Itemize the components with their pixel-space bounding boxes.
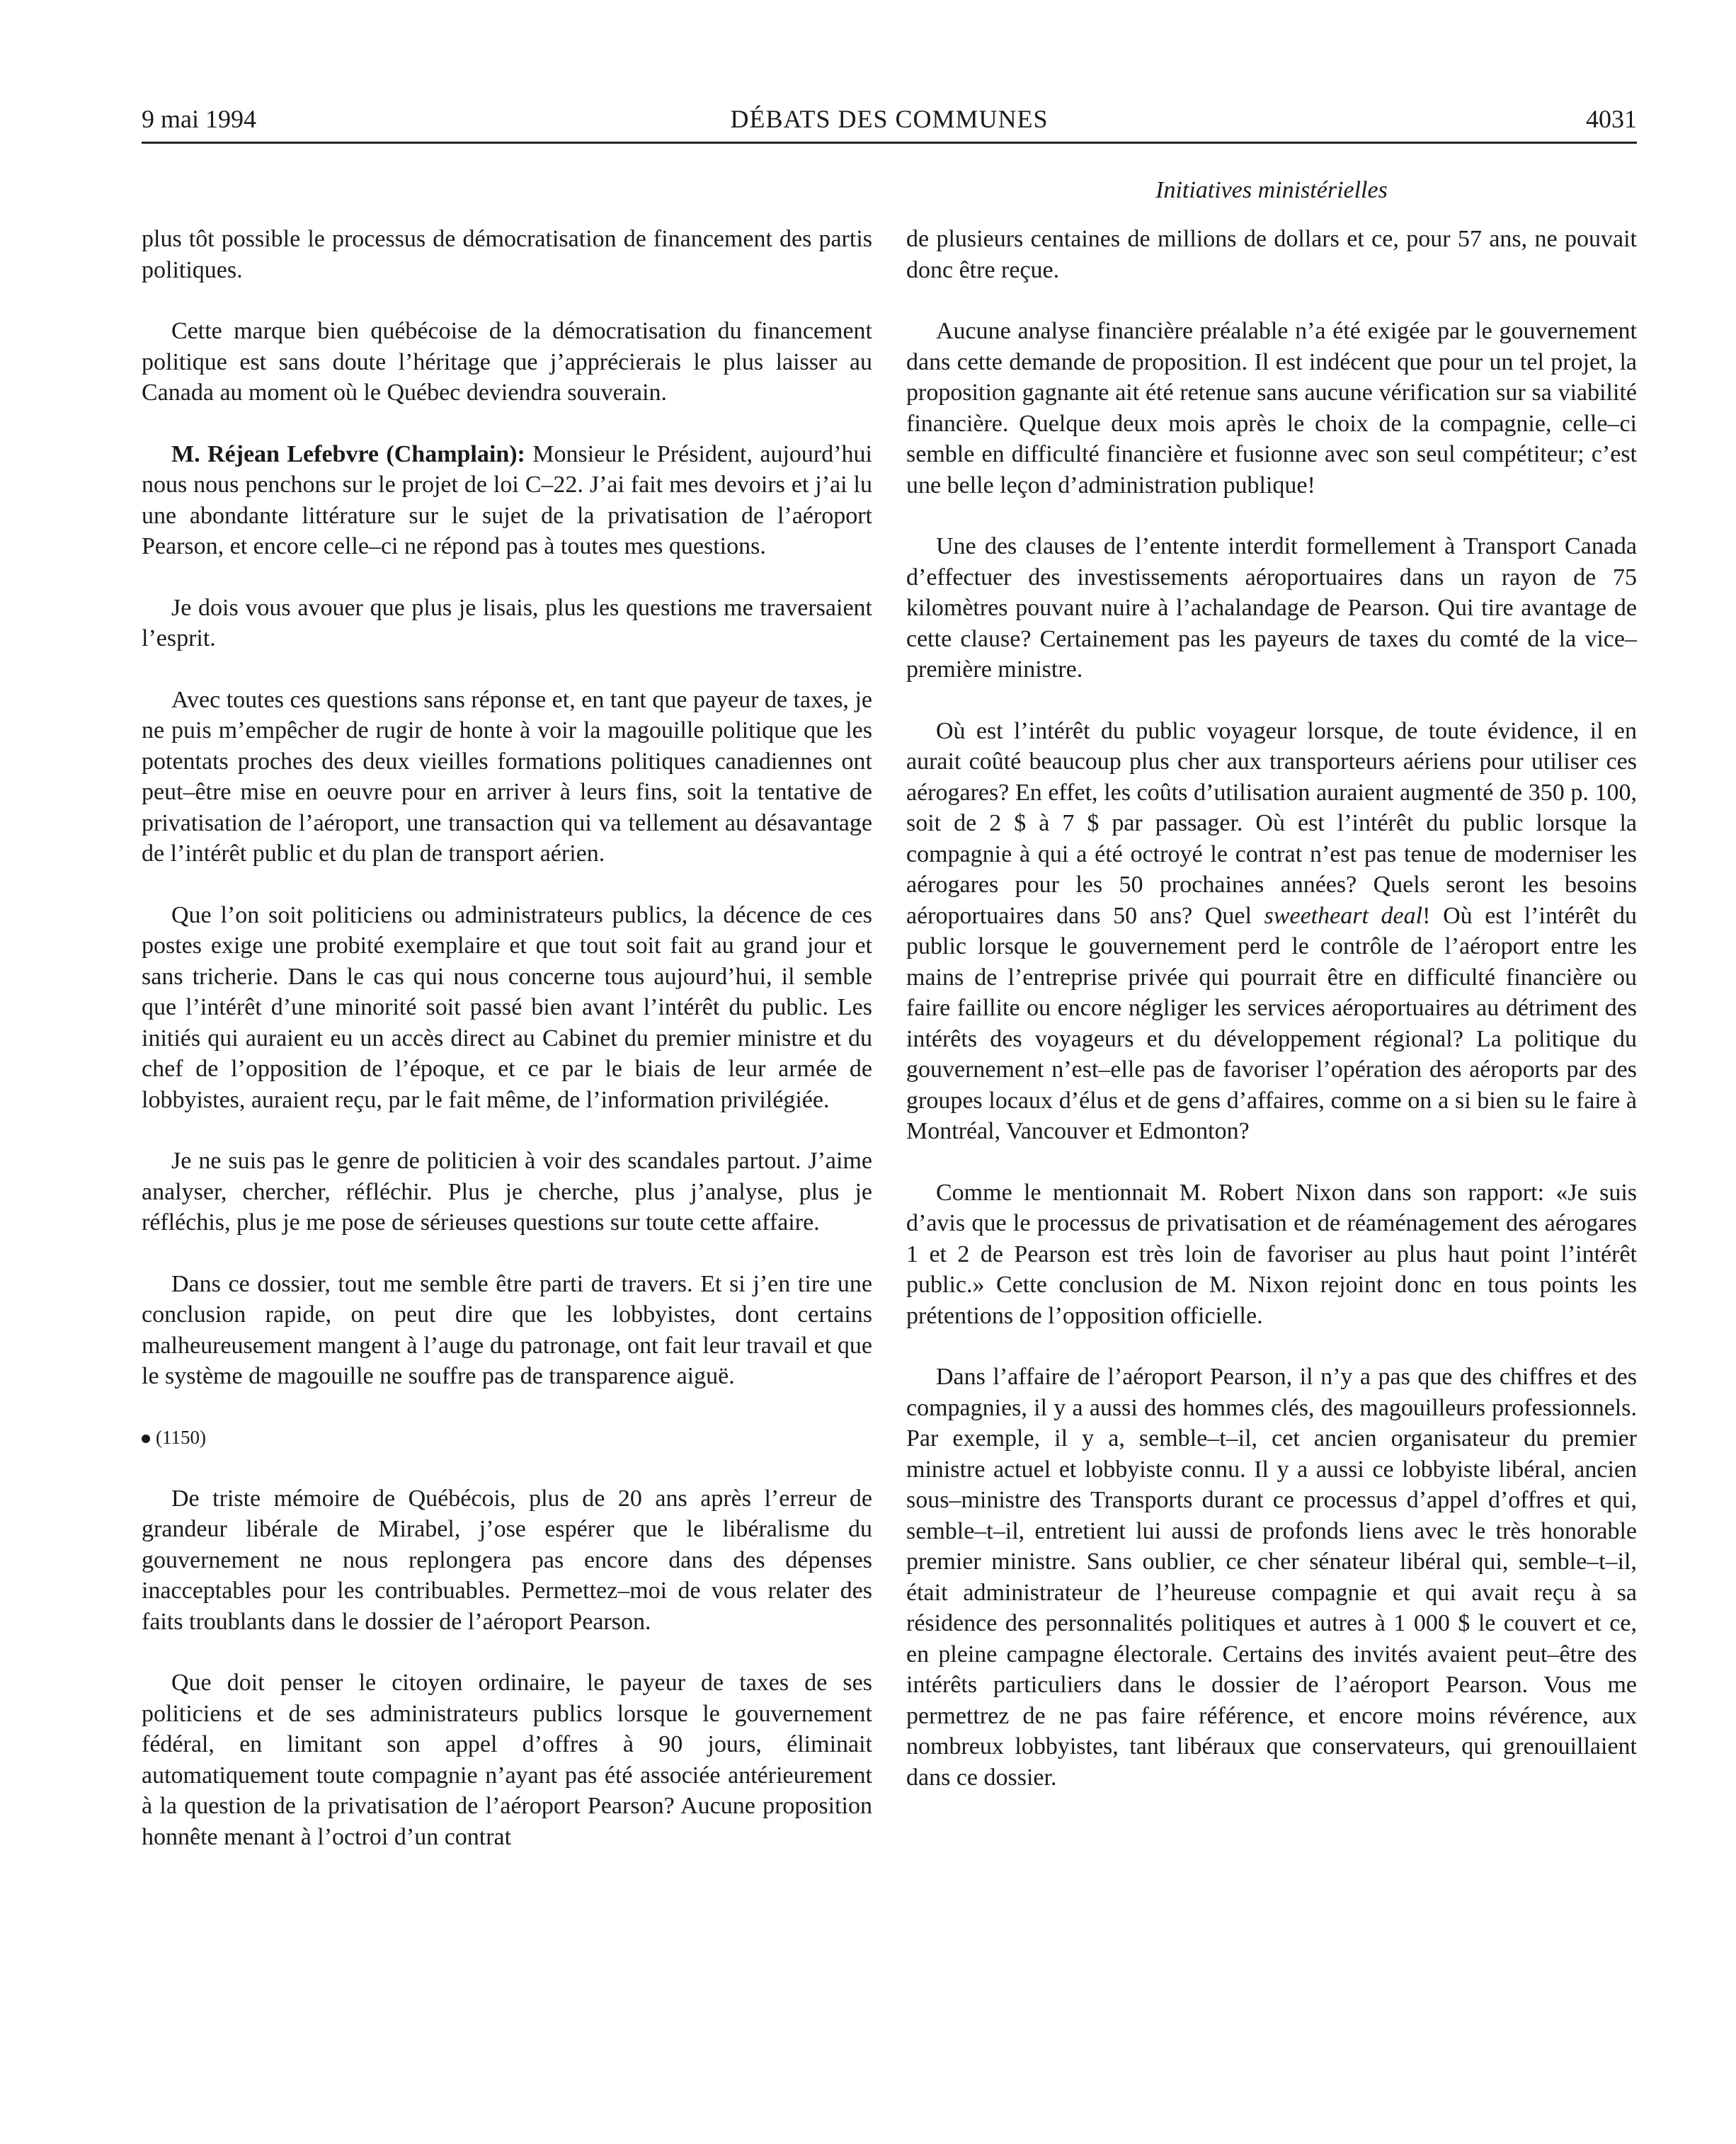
text-run: ! Où est l’intérêt du public lorsque le gouvernement perd le contrôle de l’aéroport entre les mains de l’entreprise privée qui pourrait être en difficulté financière ou faire faillite ou encore négliger les services aéroportuaires au détriment des intérêts des voyageurs et du développement régional? La politique du gouvernement n’est–elle pas de favoriser l’opération des aéroports par des groupes locaux d’élus et de gens d’affaires, comme on a si bien su le faire à Montréal, Vancouver et Edmonton? [906,902,1638,1144]
paragraph [906,716,1637,1147]
speaker-text: Monsieur le Président, aujourd’hui nous nous penchons sur le projet de loi C–22. J’ai fait mes devoirs et j’ai lu une abondante littérature sur le sujet de la privatisation de l’aéroport Pearson, et encore celle–ci ne répond pas à toutes mes questions. [142,440,872,559]
paragraph: Je ne suis pas le genre de politicien à voir des scandales partout. J’aime analyser, chercher, réfléchir. Plus je cherche, plus j’analyse, plus je réfléchis, plus je me pose de sérieuses questions sur toute cette affaire. [142,1148,872,1236]
header-date: 9 mai 1994 [142,105,256,133]
section-title: Initiatives ministérielles [1155,177,1388,203]
time-marker-text: (1150) [156,1426,206,1448]
speaker-name: M. Réjean Lefebvre (Champlain): [171,440,525,467]
paragraph: Une des clauses de l’entente interdit formellement à Transport Canada d’effectuer des investissements aéroportuaires dans un rayon de 75 kilomètres pouvant nuire à l’achalandage de Pearson. Qui tire avantage de cette clause? Certainement pas les payeurs de taxes du comté de la vice–première ministre. [906,533,1637,683]
paragraph: Aucune analyse financière préalable n’a été exigée par le gouvernement dans cette demande de proposition. Il est indécent que pour un tel projet, la proposition gagnante ait été retenue sans aucune vérification sur sa viabilité financière. Quelque deux mois après le choix de la compagnie, celle–ci semble en difficulté financière et fusionne avec son seul compétiteur; c’est une belle leçon d’administration publique! [906,318,1637,498]
header-rule [142,142,1637,144]
italic-phrase: sweetheart deal [1264,902,1423,929]
header-title: DÉBATS DES COMMUNES [730,105,1049,133]
paragraph: Comme le mentionnait M. Robert Nixon dans son rapport: «Je suis d’avis que le processus de privatisation et de réaménagement des aérogares 1 et 2 de Pearson est très loin de favoriser au plus haut point l’intérêt public.» Cette conclusion de M. Nixon rejoint donc en tous points les prétentions de l’opposition officielle. [906,1179,1637,1329]
paragraph: Que l’on soit politiciens ou administrateurs publics, la décence de ces postes exige une probité exemplaire et que tout soit fait au grand jour et sans tricherie. Dans le cas qui nous concerne tous aujourd’hui, il semble que l’intérêt d’une minorité soit passé bien avant l’intérêt du public. Les initiés qui auraient eu un accès direct au Cabinet du premier ministre et du chef de l’opposition de l’époque, et ce par le biais de leur armée de lobbyistes, auraient reçu, par le fait même, de l’information privilégiée. [142,901,872,1113]
paragraph: De triste mémoire de Québécois, plus de 20 ans après l’erreur de grandeur libérale de Mirabel, j’ose espérer que le libéralisme du gouvernement ne nous replongera pas encore dans des dépenses inacceptables pour les contribuables. Permettez–moi de vous relater des faits troublants dans le dossier de l’aéroport Pearson. [142,1485,872,1635]
paragraph: Dans l’affaire de l’aéroport Pearson, il n’y a pas que des chiffres et des compagnies, il y a aussi des hommes clés, des magouilleurs professionnels. Par exemple, il y a, semble–t–il, cet ancien organisateur du premier ministre actuel et lobbyiste connu. Il y a aussi ce lobbyiste libéral, ancien sous–ministre des Transports durant ce processus d’appel d’offres et qui, semble–t–il, entretient lui aussi de profonds liens avec le très honorable premier ministre. Sans oublier, ce cher sénateur libéral qui, semble–t–il, était administrateur de l’heureuse compagnie et qui avait reçu à sa résidence des personnalités politiques et autres à 1 000 $ le couvert et ce, en pleine campagne électorale. Certains des invités avaient peut–être des intérêts particuliers dans le dossier de l’aéroport Pearson. Vous me permettrez de ne pas faire référence, et encore moins révérence, aux nombreux lobbyistes, tant libéraux que conservateurs, qui grenouillaient dans ce dossier. [906,1364,1637,1791]
bullet-icon [142,1435,150,1443]
paragraph: plus tôt possible le processus de démocratisation de financement des partis politiques. [142,226,872,283]
page-header [142,96,1637,142]
paragraph: de plusieurs centaines de millions de dollars et ce, pour 57 ans, ne pouvait donc être reçue. [906,226,1637,283]
text-run: Où est l’intérêt du public voyageur lorsque, de toute évidence, il en aurait coûté beaucoup plus cher aux transporteurs aériens pour utiliser ces aérogares? En effet, les coûts d’utilisation auraient augmenté de 350 p. 100, soit de 2 $ à 7 $ par passager. Où est l’intérêt du public lorsque la compagnie à qui a été octroyé le contrat n’est pas tenue de moderniser les aérogares pour les 50 prochaines années? Quels seront les besoins aéroportuaires dans 50 ans? Quel [906,717,1637,929]
left-column [142,224,872,1883]
right-column [906,224,1637,1823]
paragraph: Cette marque bien québécoise de la démocratisation du financement politique est sans doute l’héritage que j’apprécierais le plus laisser au Canada au moment où le Québec deviendra souverain. [142,318,872,406]
paragraph: Je dois vous avouer que plus je lisais, plus les questions me traversaient l’esprit. [142,594,872,651]
paragraph: Que doit penser le citoyen ordinaire, le payeur de taxes de ses politiciens et de ses administrateurs publics lorsque le gouvernement fédéral, en limitant son appel d’offres à 90 jours, éliminait automatiquement toute compagnie n’ayant pas été associée antérieurement à la question de la privatisation de l’aéroport Pearson? Aucune proposition honnête menant à l’octroi d’un contrat [142,1670,872,1850]
paragraph: Dans ce dossier, tout me semble être parti de travers. Et si j’en tire une conclusion rapide, on peut dire que les lobbyistes, dont certains malheureusement mangent à l’auge du patronage, ont fait leur travail et que le système de magouille ne souffre pas de transparence aiguë. [142,1270,872,1389]
time-marker [142,1422,872,1453]
speaker-paragraph [142,439,872,562]
paragraph: Avec toutes ces questions sans réponse et, en tant que payeur de taxes, je ne puis m’empêcher de rugir de honte à voir la magouille politique que les potentats proches des deux vieilles formations politiques canadiennes ont peut–être mise en oeuvre pour en arriver à leurs fins, soit la tentative de privatisation de l’aéroport, une transaction qui va tellement au désavantage de l’intérêt public et du plan de transport aérien. [142,686,872,867]
header-page-number: 4031 [1586,105,1637,133]
